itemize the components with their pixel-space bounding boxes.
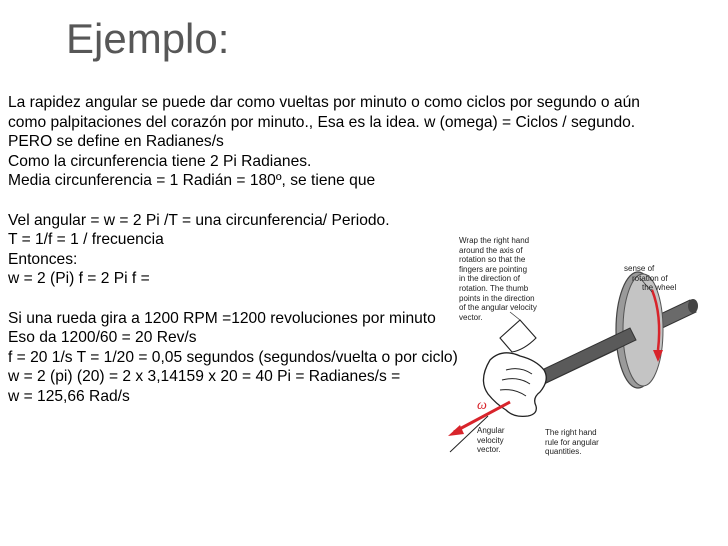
wrap-caption xyxy=(459,236,537,322)
sense-caption xyxy=(624,264,676,293)
body-line: Eso da 1200/60 = 20 Rev/s xyxy=(8,329,197,347)
body-line: PERO se define en Radianes/s xyxy=(8,133,224,151)
hand xyxy=(483,353,546,417)
caption-line: The right hand xyxy=(545,428,597,437)
body-line: Si una rueda gira a 1200 RPM =1200 revoluciones por minuto xyxy=(8,309,436,327)
body-line: como palpitaciones del corazón por minuto., Esa es la idea. w (omega) = Ciclos / segundo. xyxy=(8,113,636,131)
body-line: w = 2 (pi) (20) = 2 x 3,14159 x 20 = 40 Pi = Radianes/s = xyxy=(8,368,401,386)
caption-line: rotation. The thumb xyxy=(459,283,529,293)
caption-line: Wrap the right hand xyxy=(459,236,530,245)
caption-line: velocity xyxy=(477,435,504,445)
caption-line: quantities. xyxy=(545,447,582,457)
blank-line xyxy=(8,191,723,211)
caption-line: points in the direction xyxy=(459,293,535,303)
caption-line: rotation so that the xyxy=(459,255,526,265)
body-line: w = 125,66 Rad/s xyxy=(8,387,130,405)
right-hand-rule-figure xyxy=(440,220,728,460)
body-line: Media circunferencia = 1 Radián = 180º, se tiene que xyxy=(8,172,376,190)
caption-line: vector. xyxy=(459,312,483,322)
caption-line: of the angular velocity xyxy=(459,303,537,313)
caption-line: in the direction of xyxy=(459,274,520,284)
body-line: Vel angular = w = 2 Pi /T = una circunferencia/ Periodo. xyxy=(8,211,390,229)
body-line: w = 2 (Pi) f = 2 Pi f = xyxy=(8,270,150,288)
rule-caption xyxy=(545,428,599,457)
caption-line: around the axis of xyxy=(459,245,523,255)
body-line: La rapidez angular se puede dar como vueltas por minuto o como ciclos por segundo o aún xyxy=(8,94,640,111)
omega-symbol: ω xyxy=(477,398,487,413)
slide-title: Ejemplo: xyxy=(66,15,230,62)
body-line: T = 1/f = 1 / frecuencia xyxy=(8,231,164,249)
body-line: Entonces: xyxy=(8,250,78,268)
axle-end xyxy=(688,299,698,313)
caption-line: Angular xyxy=(477,426,505,435)
sleeve xyxy=(500,320,536,352)
body-line: f = 20 1/s T = 1/20 = 0,05 segundos (segundos/vuelta o por ciclo) xyxy=(8,348,458,366)
body-line: Como la circunferencia tiene 2 Pi Radianes. xyxy=(8,152,312,170)
caption-line: sense of xyxy=(624,264,655,273)
caption-line: vector. xyxy=(477,445,501,455)
caption-line: rule for angular xyxy=(545,437,599,447)
caption-line: rotation of xyxy=(632,273,668,283)
vector-caption xyxy=(477,426,505,455)
caption-line: fingers are pointing xyxy=(459,264,528,274)
caption-line: the wheel xyxy=(642,283,677,293)
